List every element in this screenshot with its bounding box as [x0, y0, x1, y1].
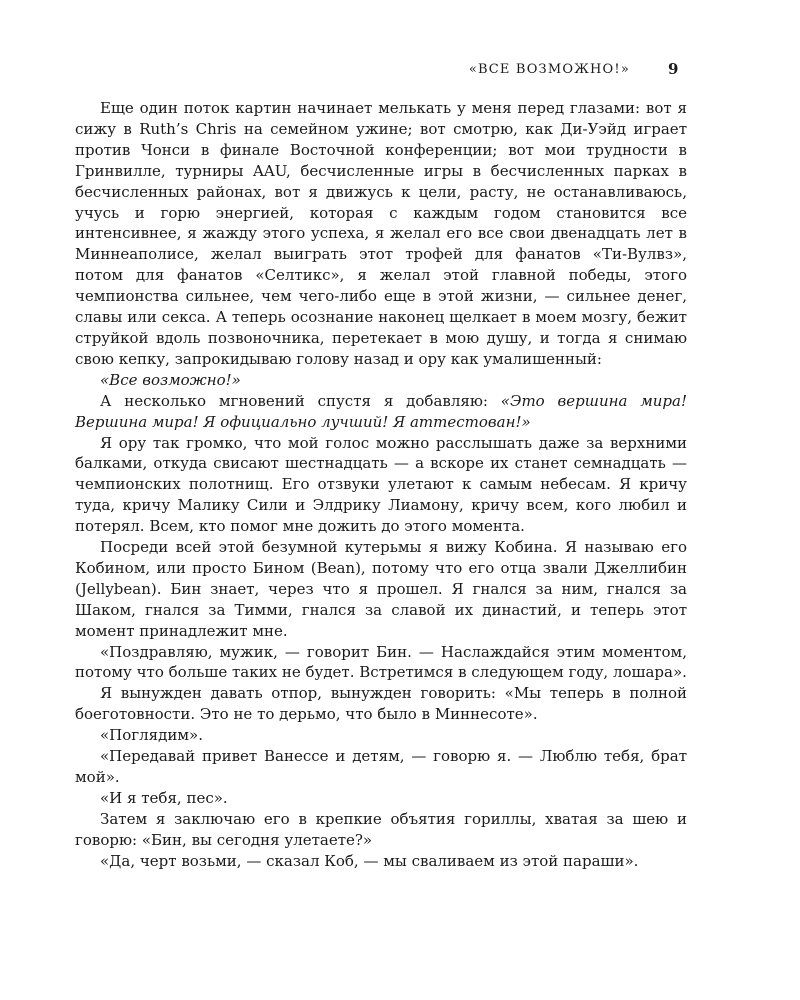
paragraph-text: Затем я заключаю его в крепкие объятия гориллы, хватая за шею и говорю: «Бин, вы сегодня улетаете?» [75, 809, 687, 849]
body-text [75, 98, 687, 872]
running-title: «ВСЕ ВОЗМОЖНО!» [468, 62, 630, 77]
paragraph [75, 98, 687, 370]
paragraph [75, 809, 687, 851]
paragraph-text: «И я тебя, пес». [100, 788, 228, 807]
italic-exclamation: «Все возможно!» [100, 370, 241, 389]
paragraph [75, 725, 687, 746]
paragraph-text: Еще один поток картин начинает мелькать у меня перед глазами: вот я сижу в Ruth’s Chris на семейном ужине; вот смотрю, как Ди-Уэйд играет против Чонси в финале Восточной конференции; вот мои трудности в Гринвилле, турниры AAU, бесчисленные игры в бесчисленных парках в бесчисленных районах, вот я движусь к цели, расту, не останавливаюсь, учусь и горю энергией, которая с каждым годом становится все интенсивнее, я жажду этого успеха, я желал его все свои двенадцать лет в Миннеаполисе, желал выиграть этот трофей для фанатов «Ти-Вулвз», потом для фанатов «Селтикс», я желал этой главной победы, этого чемпионства сильнее, чем чего-либо еще в этой жизни, — сильнее денег, славы или секса. А теперь осознание наконец щелкает в моем мозгу, бежит струйкой вдоль позвоночника, перетекает в мою душу, и тогда я снимаю свою кепку, запрокидываю голову назад и ору как умалишенный: [75, 99, 687, 368]
paragraph [75, 537, 687, 642]
paragraph-text: Я вынужден давать отпор, вынужден говорить: «Мы теперь в полной боеготовности. Это не то дерьмо, что было в Миннесоте». [75, 684, 687, 724]
italic-exclamation: «Это вершина мира! Вершина мира! Я официально лучший! Я аттестован!» [75, 391, 687, 431]
paragraph-text: «Поглядим». [100, 726, 203, 745]
paragraph [75, 746, 687, 788]
paragraph-text: «Передавай привет Ванессе и детям, — говорю я. — Люблю тебя, брат мой». [75, 747, 687, 786]
paragraph-text: Посреди всей этой безумной кутерьмы я вижу Кобина. Я называю его Кобином, или просто Бином (Bean), потому что его отца звали Джеллибин (Jellybean). Бин знает, через что я прошел. Я гнался за ним, гнался за Шаком, гнался за Тимми, гнался за славой их династий, и теперь этот момент принадлежит мне. [75, 538, 687, 640]
paragraph [75, 788, 687, 809]
paragraph-text: Я ору так громко, что мой голос можно расслышать даже за верхними балками, откуда свисают шестнадцать — а вскоре их станет семнадцать — чемпионских полотнищ. Его отзвуки улетают к самым небесам. Я кричу туда, кричу Малику Сили и Элдрику Лиамону, кричу всем, кого любил и потерял. Всем, кто помог мне дожить до этого момента. [75, 433, 687, 536]
paragraph-text: «Поздравляю, мужик, — говорит Бин. — Наслаждайся этим моментом, потому что больше таких не будет. Встретимся в следующем году, лошара». [75, 642, 687, 682]
paragraph [75, 370, 687, 391]
page-number: 9 [668, 60, 679, 78]
paragraph-text: «Да, черт возьми, — сказал Коб, — мы сваливаем из этой параши». [100, 851, 639, 870]
paragraph [75, 433, 687, 538]
paragraph [75, 391, 687, 433]
paragraph [75, 642, 687, 684]
paragraph [75, 851, 687, 872]
paragraph-text: А несколько мгновений спустя я добавляю: [100, 391, 501, 410]
paragraph [75, 683, 687, 725]
